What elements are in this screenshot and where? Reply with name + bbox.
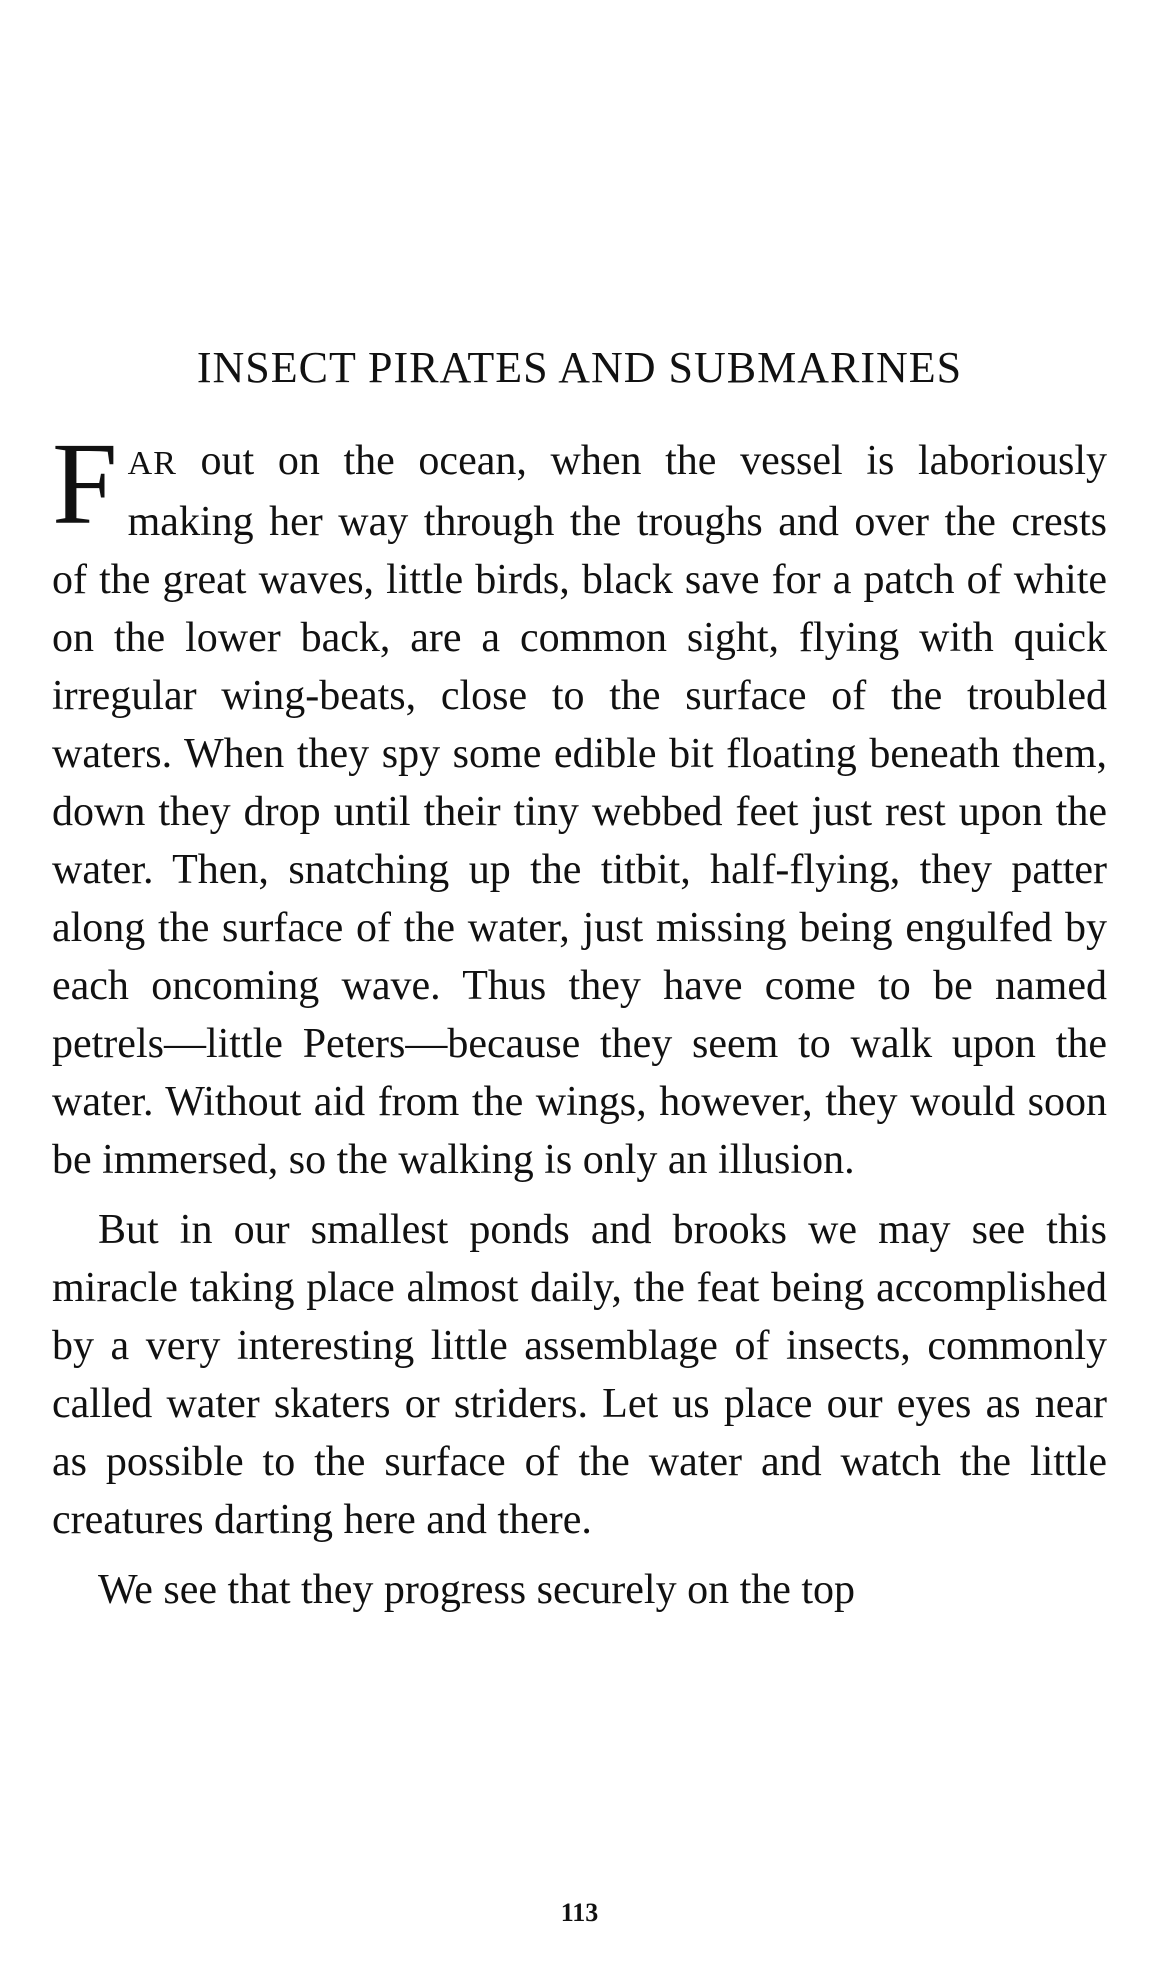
drop-cap: F [52, 418, 118, 549]
paragraph-1-text: out on the ocean, when the vessel is laboriously making her way through the troughs and over the crests of the great waves, little birds, black save for a patch of white on the lower back, are a common sight, flying with quick irregular wing-beats, close to the surface of the troubled waters. When they spy some edible bit floating beneath them, down they drop until their tiny webbed feet just rest upon the water. Then, snatching up the titbit, half-flying, they patter along the surface of the water, just missing being engulfed by each oncoming wave. Thus they have come to be named petrels—little Peters—because they seem to walk upon the water. Without aid from the wings, however, they would soon be immersed, so the walking is only an illusion. [52, 438, 1107, 1183]
paragraph-2 [52, 1201, 1107, 1549]
opening-small-caps: AR [127, 445, 177, 482]
paragraph-3 [52, 1561, 1107, 1619]
chapter-title: INSECT PIRATES AND SUBMARINES [196, 343, 963, 392]
body-text [52, 418, 1107, 1619]
paragraph-2-text: But in our smallest ponds and brooks we may see this miracle taking place almost daily, the feat being accomplished by a very interesting little assemblage of insects, commonly called water skaters or striders. Let us place our eyes as near as possible to the surface of the water and watch the little creatures darting here and there. [52, 1207, 1107, 1543]
paragraph-3-text: We see that they progress securely on the top [98, 1567, 856, 1613]
page-number: 113 [560, 1898, 599, 1927]
paragraph-1 [52, 418, 1107, 1189]
